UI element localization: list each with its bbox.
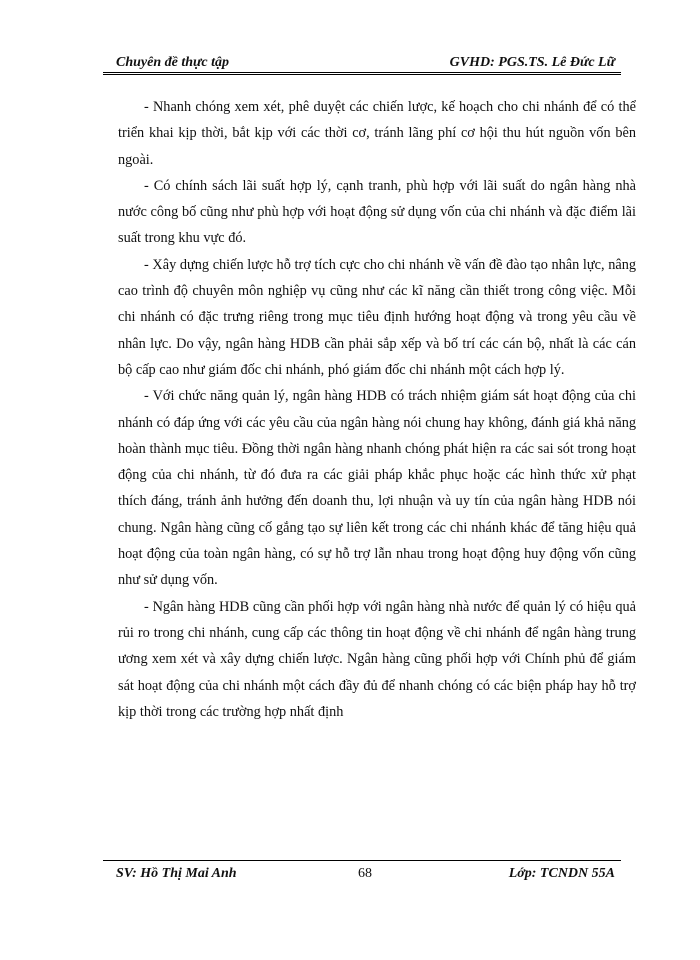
class-code: Lớp: TCNDN 55A: [508, 866, 615, 881]
page-footer: [103, 862, 621, 884]
paragraph: - Có chính sách lãi suất hợp lý, cạnh tranh, phù hợp với lãi suất do ngân hàng nhà nước công bố cũng như phù hợp với hoạt động sử dụng vốn của chi nhánh và đặc điểm lãi suất trong khu vực đó.: [118, 177, 636, 247]
student-name: SV: Hồ Thị Mai Anh: [116, 866, 237, 881]
report-title: Chuyên đề thực tập: [116, 55, 230, 70]
footer-rule: [103, 860, 621, 861]
paragraph: - Với chức năng quản lý, ngân hàng HDB có trách nhiệm giám sát hoạt động của chi nhánh có đáp ứng với các yêu cầu của ngân hàng nói chung hay không, đánh giá khả năng hoàn thành mục tiêu. Đồng thời ngân hàng nhanh chóng phát hiện ra các sai sót trong hoạt động của chi nhánh, từ đó đưa ra các giải pháp khắc phục hoặc các hình thức xử phạt thích đáng, tránh ảnh hưởng đến doanh thu, lợi nhuận và uy tín của ngân hàng HDB nói chung. Ngân hàng cũng cố gắng tạo sự liên kết trong các chi nhánh khác để tăng hiệu quả hoạt động của toàn ngân hàng, có sự hỗ trợ lẫn nhau trong hoạt động huy động vốn cũng như sử dụng vốn.: [118, 388, 636, 589]
header-rule-secondary: [103, 74, 621, 75]
header-rule: [103, 72, 621, 73]
paragraph: - Nhanh chóng xem xét, phê duyệt các chiến lược, kế hoạch cho chi nhánh để có thể triển khai kịp thời, bắt kịp với các thời cơ, tránh lãng phí cơ hội thu hút nguồn vốn bên ngoài.: [118, 99, 636, 168]
paragraph: - Ngân hàng HDB cũng cần phối hợp với ngân hàng nhà nước để quản lý có hiệu quả rủi ro trong chi nhánh, cung cấp các thông tin hoạt động về chi nhánh để ngân hàng trung ương xem xét và xây dựng chiến lược. Ngân hàng cũng phối hợp với Chính phủ để giám sát hoạt động của chi nhánh một cách đầy đủ để nhanh chóng có các biện pháp hay hỗ trợ kịp thời trong các trường hợp nhất định: [118, 598, 636, 720]
body-text: [118, 94, 636, 725]
paragraph: - Xây dựng chiến lược hỗ trợ tích cực cho chi nhánh về vấn đề đào tạo nhân lực, nâng cao trình độ chuyên môn nghiệp vụ cũng như các kĩ năng cần thiết trong công việc. Mỗi chi nhánh có đặc trưng riêng trong mục tiêu định hướng hoạt động và trong yêu cầu về nhân lực. Do vậy, ngân hàng HDB cần phải sắp xếp và bố trí các cán bộ, nhất là các cán bộ cấp cao như giám đốc chi nhánh, phó giám đốc chi nhánh một cách hợp lý.: [118, 256, 636, 378]
supervisor-name: GVHD: PGS.TS. Lê Đức Lữ: [449, 55, 615, 70]
page-header: [103, 50, 621, 72]
page-number: 68: [358, 866, 372, 881]
